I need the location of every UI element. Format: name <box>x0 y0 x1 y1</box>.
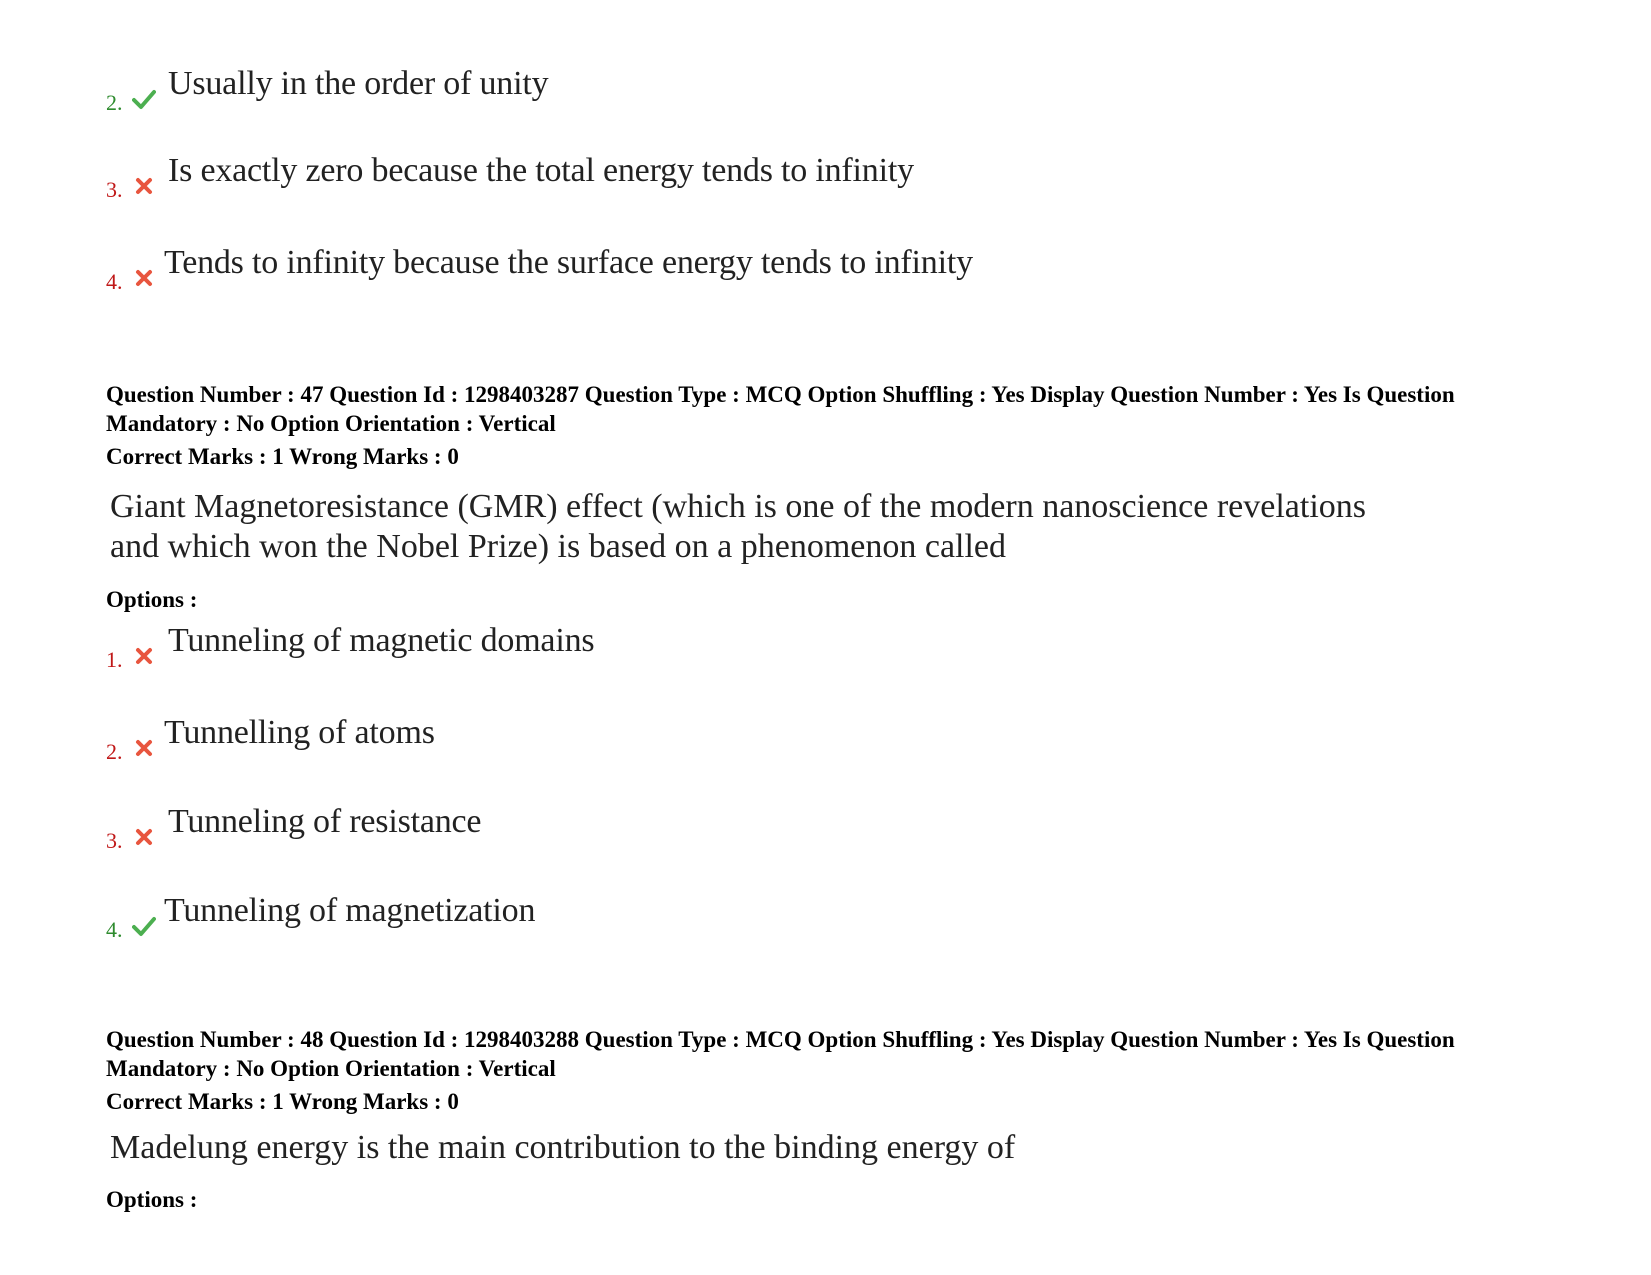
option-text: Is exactly zero because the total energy tends to infinity <box>168 152 914 189</box>
cross-icon <box>132 267 156 289</box>
question-text: Madelung energy is the main contribution to the binding energy of <box>110 1129 1016 1166</box>
marks-info: Correct Marks : 1 Wrong Marks : 0 <box>106 1089 459 1114</box>
option-number: 1. <box>106 647 123 672</box>
option-text: Tunneling of magnetization <box>164 892 536 929</box>
cross-icon <box>132 175 156 197</box>
option-number: 4. <box>106 917 123 942</box>
option-item <box>106 64 1306 114</box>
option-item <box>106 713 1306 763</box>
option-text: Tunneling of magnetic domains <box>168 622 595 659</box>
marks-info: Correct Marks : 1 Wrong Marks : 0 <box>106 444 459 469</box>
option-number: 3. <box>106 828 123 853</box>
option-item <box>106 243 1306 293</box>
option-text: Tunnelling of atoms <box>164 714 435 751</box>
cross-icon <box>132 826 156 848</box>
options-label: Options : <box>106 587 198 612</box>
question-meta: Question Number : 47 Question Id : 1298403287 Question Type : MCQ Option Shuffling : Yes Display Question Number : Yes Is Question Mandatory : No Option Orientation : Vertical <box>106 382 1455 436</box>
check-icon <box>132 88 156 110</box>
check-icon <box>132 915 156 937</box>
option-item <box>106 891 1306 941</box>
option-text: Tends to infinity because the surface energy tends to infinity <box>164 244 973 281</box>
option-item <box>106 621 1306 671</box>
option-number: 3. <box>106 177 123 202</box>
option-number: 2. <box>106 90 123 115</box>
option-item <box>106 151 1306 201</box>
options-label: Options : <box>106 1187 198 1212</box>
cross-icon <box>132 645 156 667</box>
option-number: 2. <box>106 739 123 764</box>
question-meta: Question Number : 48 Question Id : 1298403288 Question Type : MCQ Option Shuffling : Yes Display Question Number : Yes Is Question Mandatory : No Option Orientation : Vertical <box>106 1027 1455 1081</box>
option-text: Usually in the order of unity <box>168 65 549 102</box>
cross-icon <box>132 737 156 759</box>
option-item <box>106 802 1306 852</box>
question-text: Giant Magnetoresistance (GMR) effect (which is one of the modern nanoscience revelations and which won the Nobel Prize) is based on a phenomenon called <box>110 488 1366 565</box>
option-text: Tunneling of resistance <box>168 803 482 840</box>
option-number: 4. <box>106 269 123 294</box>
